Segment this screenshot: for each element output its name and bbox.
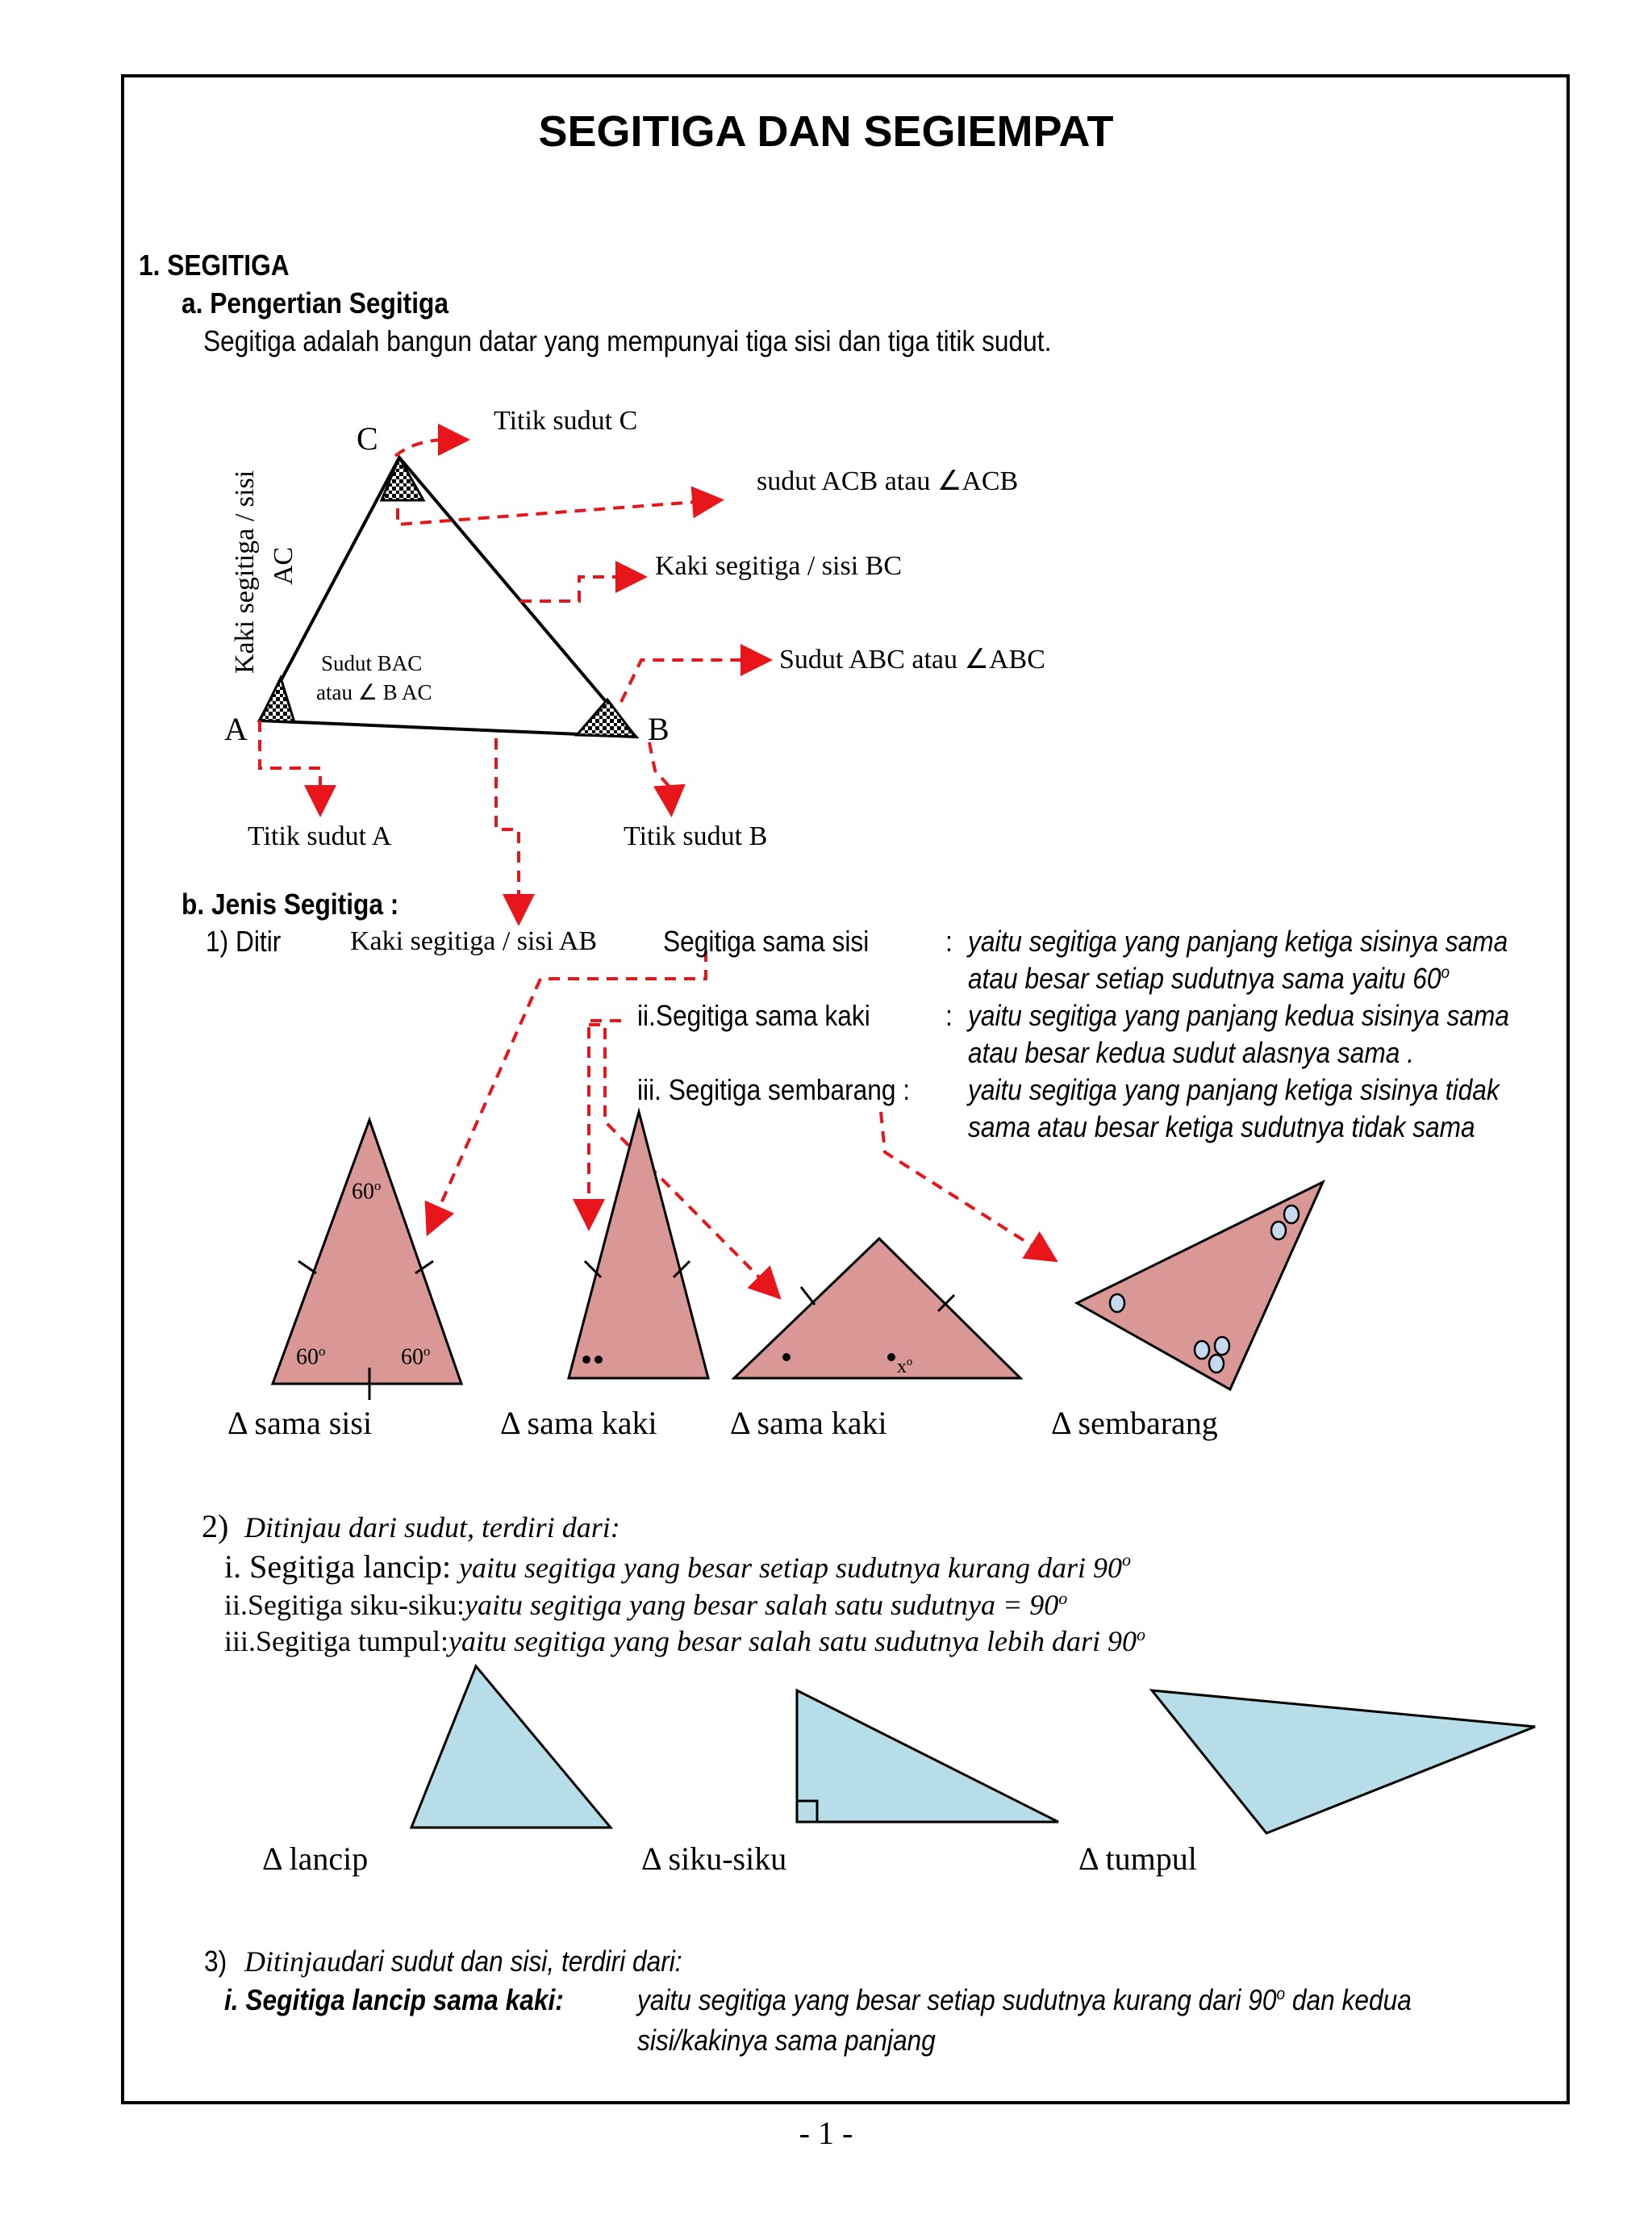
item1-prefix: 1) Ditir (206, 925, 282, 958)
item3-number: 3) (204, 1945, 227, 1978)
label-titik-sudut-c: Titik sudut C (494, 406, 638, 436)
angle-type-iii: iii.Segitiga tumpul:yaitu segitiga yang besar salah satu sudutnya lebih dari 90$^o$ (224, 1624, 1145, 1657)
arrow-titik-b (649, 742, 671, 811)
type-i-label: Segitiga sama sisi (663, 925, 870, 958)
type-lancip-sama-kaki-desc-2: sisi/kakinya sama panjang (637, 2024, 936, 2057)
label-kaki-ac-line2: AC (269, 546, 298, 585)
caption-sama-kaki-2: Δ sama kaki (730, 1405, 887, 1441)
angle-label-x: $x^o$ (897, 1356, 913, 1377)
angle-type-i: i. Segitiga lancip: yaitu segitiga yang besar setiap sudutnya kurang dari 90$^o$ (224, 1548, 1131, 1585)
type-i-desc-2: atau besar setiap sudutnya sama yaitu 60$^o$ (968, 962, 1450, 995)
arrow-kaki-ab (496, 738, 519, 920)
caption-tumpul: Δ tumpul (1078, 1840, 1197, 1877)
subheading-jenis: b. Jenis Segitiga : (181, 888, 399, 921)
label-kaki-ab: Kaki segitiga / sisi AB (347, 926, 600, 957)
arrow-titik-c (395, 440, 464, 456)
vertex-c-label: C (357, 420, 378, 457)
type-ii-desc-2: atau besar kedua sudut alasnya sama . (968, 1036, 1414, 1069)
page-title: SEGITIGA DAN SEGIEMPAT (538, 107, 1114, 156)
angle-label-top: 60$^o$ (352, 1178, 382, 1205)
item2-number: 2) (202, 1508, 229, 1544)
type-iii-desc-2: sama atau besar ketiga sudutnya tidak sama (968, 1110, 1475, 1143)
angle-label-right: 60$^o$ (401, 1343, 431, 1370)
arrow-sudut-abc (621, 660, 766, 702)
type-ii-colon: : (945, 999, 953, 1032)
arrow-kaki-bc (520, 577, 641, 601)
angle-type-ii: ii.Segitiga siku-siku:yaitu segitiga yang besar salah satu sudutnya = $90^o$ (224, 1588, 1068, 1621)
arrow-titik-a (260, 721, 320, 811)
caption-sama-kaki-1: Δ sama kaki (500, 1405, 657, 1441)
subheading-pengertian: a. Pengertian Segitiga (181, 286, 448, 320)
triangle-tumpul (1152, 1690, 1535, 1833)
type-iii-label: iii. Segitiga sembarang : (637, 1073, 911, 1106)
label-titik-sudut-a: Titik sudut A (248, 821, 392, 851)
label-sudut-bac-1: Sudut BAC (321, 651, 423, 675)
type-i-desc-1: yaitu segitiga yang panjang ketiga sisinya sama (968, 925, 1508, 958)
label-sudut-abc: Sudut ABC atau ∠ABC (779, 645, 1045, 675)
label-kaki-bc: Kaki segitiga / sisi BC (655, 551, 902, 581)
caption-lancip: Δ lancip (262, 1840, 369, 1877)
type-ii-label: ii.Segitiga sama kaki (637, 999, 870, 1032)
type-lancip-sama-kaki-label: i. Segitiga lancip sama kaki: (224, 1983, 564, 2016)
vertex-a-label: A (224, 711, 248, 747)
page-number: - 1 - (799, 2115, 853, 2151)
triangle-lancip (411, 1666, 611, 1828)
angle-b-hatch (577, 700, 636, 737)
caption-sama-sisi: Δ sama sisi (227, 1405, 373, 1441)
item3-heading: Ditinjaudari sudut dan sisi, terdiri dari: (244, 1945, 682, 1978)
label-sudut-bac-2: atau ∠ B AC (316, 680, 432, 704)
triangle-siku-siku (797, 1690, 1058, 1822)
item2-heading: Ditinjau dari sudut, terdiri dari: (244, 1511, 620, 1544)
label-sudut-acb: sudut ACB atau ∠ACB (757, 466, 1019, 496)
angle-label-left: 60$^o$ (296, 1343, 326, 1370)
definition-text: Segitiga adalah bangun datar yang mempunyai tiga sisi dan tiga titik sudut. (203, 324, 1052, 357)
type-i-colon: : (945, 925, 953, 958)
vertex-b-label: B (648, 711, 670, 747)
type-iii-desc-1: yaitu segitiga yang panjang ketiga sisinya tidak (968, 1073, 1500, 1106)
label-titik-sudut-b: Titik sudut B (624, 821, 768, 851)
type-lancip-sama-kaki-desc-1: yaitu segitiga yang besar setiap sudutnya kurang dari 90$^o$ dan kedua (637, 1983, 1412, 2016)
section-heading-segitiga: 1. SEGITIGA (139, 249, 290, 282)
caption-siku-siku: Δ siku-siku (641, 1840, 787, 1877)
angle-a-hatch (260, 678, 294, 722)
caption-sembarang: Δ sembarang (1051, 1405, 1218, 1441)
type-ii-desc-1: yaitu segitiga yang panjang kedua sisinya sama (968, 999, 1509, 1032)
triangle-sama-kaki-wide (734, 1239, 1020, 1378)
label-kaki-ac-line1: Kaki segitiga / sisi (230, 470, 260, 674)
